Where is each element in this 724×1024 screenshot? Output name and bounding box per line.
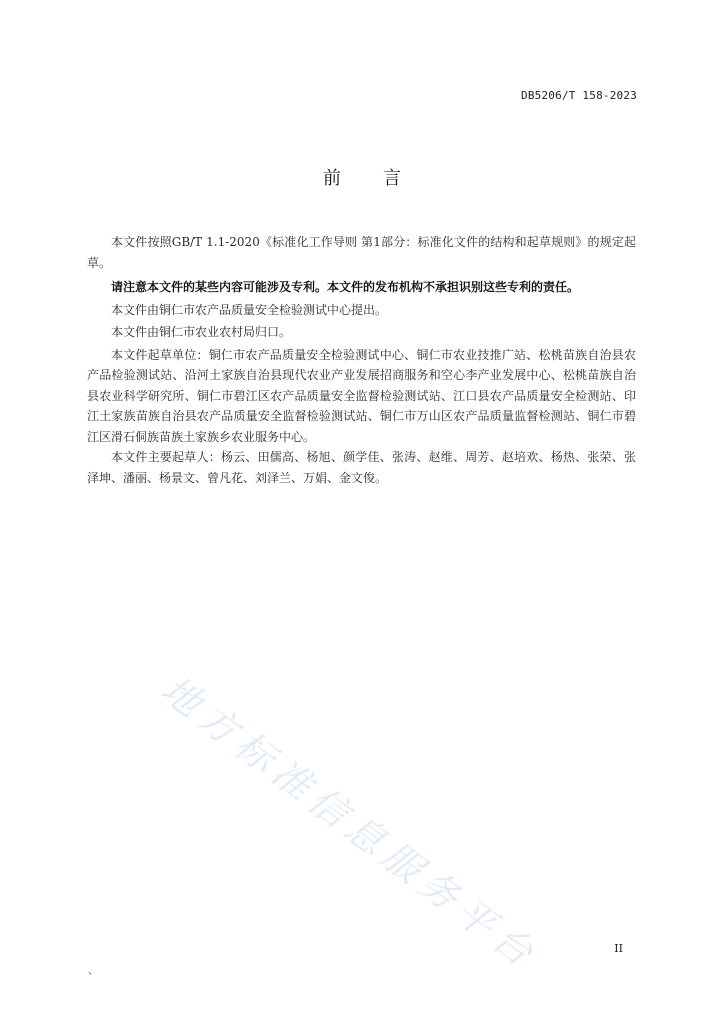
page-title (0, 164, 724, 190)
paragraph-patent-notice: 请注意本文件的某些内容可能涉及专利。本文件的发布机构不承担识别这些专利的责任。 (111, 280, 580, 294)
title-char-2: 言 (383, 168, 401, 189)
title-char-1: 前 (323, 168, 341, 189)
stray-mark: 、 (88, 966, 98, 977)
foreword-body (87, 232, 636, 488)
paragraph-proposer: 本文件由铜仁市农产品质量安全检验测试中心提出。 (111, 302, 388, 317)
page-number: II (614, 942, 623, 955)
paragraph-centralized-by: 本文件由铜仁市农业农村局归口。 (111, 325, 292, 339)
paragraph-main-drafters: 本文件主要起草人：杨云、田儒高、杨旭、颜学佳、张涛、赵维、周芳、赵培欢、杨热、张荣、张泽坤、潘丽、杨景文、曾凡花、刘泽兰、万娟、金文俊。 (87, 450, 636, 485)
watermark-text: 地方标准信息服务平台 (153, 667, 547, 980)
paragraph-drafting-units: 本文件起草单位：铜仁市农产品质量安全检验测试中心、铜仁市农业技推广站、松桃苗族自治县农产品检验测试站、沿河土家族自治县现代农业产业发展招商服务和空心李产业发展中心、松桃苗族自治县农业科学研究所、铜仁市碧江区农产品质量安全监督检验测试站、江口县农产品质量安全检测站、印江土家族苗族自治县农产品质量安全监督检验测试站、铜仁市万山区农产品质量监督检测站、铜仁市碧江区滑石侗族苗族土家族乡农业服务中心。 (87, 347, 636, 444)
paragraph-drafting-rules: 本文件按照GB/T 1.1-2020《标准化工作导则 第1部分：标准化文件的结构和起草规则》的规定起草。 (87, 235, 636, 270)
document-code: DB5206/T 158-2023 (521, 89, 637, 102)
